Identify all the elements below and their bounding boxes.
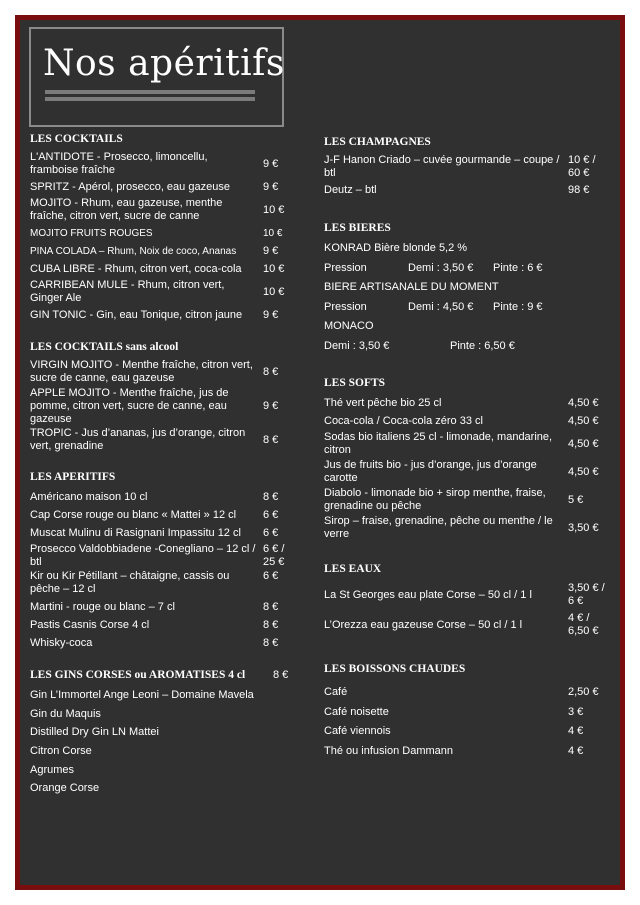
- beer-pinte-price: Pinte : 9 €: [493, 300, 543, 313]
- item-name: Jus de fruits bio - jus d’orange, jus d’orange carotte: [324, 459, 537, 484]
- item-name: APPLE MOJITO - Menthe fraîche, jus de pomme, citron vert, sucre de canne, eau gazeuse: [30, 386, 229, 425]
- item-price: 5 €: [568, 493, 584, 506]
- list-item: Citron Corse: [30, 744, 92, 757]
- item-name: Coca-cola / Coca-cola zéro 33 cl: [324, 414, 483, 427]
- menu-item: [324, 181, 609, 199]
- item-price: 4 € / 6,50 €: [568, 612, 599, 637]
- menu-item: [30, 542, 302, 570]
- beer-prices: [324, 337, 609, 357]
- item-name: Cap Corse rouge ou blanc « Mattei » 12 cl: [30, 508, 237, 521]
- beer-pinte-price: Pinte : 6,50 €: [450, 339, 515, 352]
- item-name: SPRITZ - Apérol, prosecco, eau gazeuse: [30, 180, 230, 193]
- beer-pinte-price: Pinte : 6 €: [493, 261, 543, 274]
- menu-item: [324, 742, 609, 762]
- item-name: L'ANTIDOTE - Prosecco, limoncellu, framboise fraîche: [30, 151, 208, 176]
- item-price: 9 €: [263, 399, 279, 412]
- item-price: 4,50 €: [568, 396, 599, 409]
- menu-item: [30, 386, 302, 426]
- item-price: 4,50 €: [568, 465, 599, 478]
- section-heading: LES EAUX: [324, 563, 382, 575]
- item-price: 6 €: [263, 526, 279, 539]
- item-name: Sirop – fraise, grenadine, pêche ou menthe / le verre: [324, 515, 553, 540]
- item-name: PINA COLADA – Rhum, Noix de coco, Ananas: [30, 245, 237, 257]
- menu-item: [30, 616, 302, 634]
- menu-item: [324, 412, 609, 430]
- menu-item: [30, 570, 302, 598]
- item-price: 3,50 €: [568, 521, 599, 534]
- item-price: 8 €: [273, 669, 289, 681]
- item-price: 4,50 €: [568, 414, 599, 427]
- menu-item: [30, 426, 302, 454]
- beer-name: KONRAD Bière blonde 5,2 %: [324, 242, 468, 255]
- section-gins: [30, 668, 302, 798]
- item-name: Kir ou Kir Pétillant – châtaigne, cassis ou pêche – 12 cl: [30, 570, 230, 595]
- item-name: Café: [324, 686, 348, 699]
- left-column: [30, 132, 302, 814]
- item-name: Martini - rouge ou blanc – 7 cl: [30, 600, 175, 613]
- item-price: 9 €: [263, 180, 279, 193]
- item-price: 9 €: [263, 157, 279, 170]
- menu-item: [30, 358, 302, 386]
- section-softs: [324, 376, 609, 542]
- section-heading: LES BOISSONS CHAUDES: [324, 663, 466, 675]
- menu-item: [30, 524, 302, 542]
- list-item: Gin L’Immortel Ange Leoni – Domaine Mavela: [30, 688, 254, 701]
- item-name: CUBA LIBRE - Rhum, citron vert, coca-cola: [30, 262, 242, 275]
- menu-item: [30, 260, 302, 278]
- item-name: GIN TONIC - Gin, eau Tonique, citron jaune: [30, 308, 243, 321]
- item-price: 10 €: [263, 262, 285, 275]
- item-name: Sodas bio italiens 25 cl - limonade, mandarine, citron: [324, 431, 553, 456]
- item-price: 8 €: [263, 365, 279, 378]
- item-price: 8 €: [263, 636, 279, 649]
- section-aperitifs: [30, 470, 302, 652]
- beer-prices: [324, 298, 609, 318]
- item-name: VIRGIN MOJITO - Menthe fraîche, citron vert, sucre de canne, eau gazeuse: [30, 359, 253, 384]
- menu-item: [324, 486, 609, 514]
- beer-name: BIERE ARTISANALE DU MOMENT: [324, 281, 499, 294]
- item-name: MOJITO FRUITS ROUGES: [30, 227, 153, 239]
- item-price: 3 €: [568, 705, 584, 718]
- item-name: Pastis Casnis Corse 4 cl: [30, 618, 150, 631]
- item-price: 98 €: [568, 183, 590, 196]
- item-name: Américano maison 10 cl: [30, 490, 148, 503]
- item-name: La St Georges eau plate Corse – 50 cl / 1 l: [324, 588, 532, 601]
- item-price: 9 €: [263, 244, 279, 257]
- item-name: Thé ou infusion Dammann: [324, 744, 454, 757]
- item-name: Café viennois: [324, 725, 391, 738]
- item-name: J-F Hanon Criado – cuvée gourmande – coupe / btl: [324, 154, 560, 179]
- list-item: Distilled Dry Gin LN Mattei: [30, 726, 159, 739]
- menu-item: [30, 242, 302, 260]
- item-price: 3,50 € / 6 €: [568, 582, 605, 607]
- section-heading: LES CHAMPAGNES: [324, 136, 431, 148]
- beer-serve-label: Pression: [324, 300, 367, 313]
- item-price: 10 €: [263, 285, 285, 298]
- item-price: 6 € / 25 €: [263, 543, 285, 568]
- menu-item: [30, 506, 302, 524]
- menu-item: [30, 634, 302, 652]
- menu-item: [30, 598, 302, 616]
- menu-item: [324, 458, 609, 486]
- item-name: Muscat Mulinu di Rasignani Impassitu 12 cl: [30, 526, 241, 539]
- item-name: L’Orezza eau gazeuse Corse – 50 cl / 1 l: [324, 618, 523, 631]
- section-champagnes: [324, 135, 609, 199]
- item-price: 6 €: [263, 570, 279, 582]
- item-name: Whisky-coca: [30, 636, 93, 649]
- item-price: 8 €: [263, 618, 279, 631]
- item-price: 2,50 €: [568, 686, 599, 699]
- menu-item: [30, 150, 302, 178]
- page-title: Nos apéritifs: [43, 43, 285, 84]
- title-underline: [45, 90, 255, 94]
- menu-item: [324, 580, 609, 610]
- item-price: 4 €: [568, 744, 584, 757]
- list-item: Orange Corse: [30, 782, 100, 795]
- item-name: Café noisette: [324, 705, 389, 718]
- menu-item: [324, 610, 609, 640]
- section-cocktails: [30, 132, 302, 324]
- beer-prices: [324, 259, 609, 279]
- beer-name: MONACO: [324, 320, 374, 333]
- menu-item: [30, 306, 302, 324]
- section-bieres: [324, 221, 609, 356]
- list-item: Agrumes: [30, 763, 75, 776]
- item-price: 8 €: [263, 433, 279, 446]
- menu-item: [30, 488, 302, 506]
- item-price: 6 €: [263, 508, 279, 521]
- section-cocktails-sans-alcool: [30, 340, 302, 454]
- menu-item: [30, 224, 302, 242]
- menu-page: [15, 15, 625, 890]
- beer-demi-price: Demi : 3,50 €: [324, 339, 390, 352]
- right-column: [324, 135, 609, 777]
- title-frame: [29, 27, 284, 127]
- item-name: TROPIC - Jus d’ananas, jus d’orange, citron vert, grenadine: [30, 427, 246, 452]
- menu-item: [324, 683, 609, 703]
- item-name: Deutz – btl: [324, 183, 377, 196]
- section-heading-label: LES GINS CORSES ou AROMATISES 4 cl: [30, 669, 246, 681]
- menu-item: [324, 514, 609, 542]
- item-name: Diabolo - limonade bio + sirop menthe, fraise, grenadine ou pêche: [324, 487, 546, 512]
- menu-item: [30, 278, 302, 306]
- beer-demi-price: Demi : 4,50 €: [408, 300, 474, 313]
- item-price: 4 €: [568, 725, 584, 738]
- menu-item: [324, 722, 609, 742]
- item-name: MOJITO - Rhum, eau gazeuse, menthe fraîche, citron vert, sucre de canne: [30, 197, 223, 222]
- section-eaux: [324, 562, 609, 640]
- item-price: 10 €: [263, 203, 285, 216]
- beer-serve-label: Pression: [324, 261, 367, 274]
- menu-item: [324, 430, 609, 458]
- menu-item: [324, 394, 609, 412]
- item-price: 4,50 €: [568, 437, 599, 450]
- item-price: 9 €: [263, 308, 279, 321]
- menu-item: [30, 178, 302, 196]
- menu-item: [324, 153, 609, 181]
- section-heading: LES BIERES: [324, 222, 391, 234]
- item-name: CARRIBEAN MULE - Rhum, citron vert, Ginger Ale: [30, 279, 225, 304]
- item-price: 10 €: [263, 227, 283, 239]
- section-heading: LES APERITIFS: [30, 471, 116, 483]
- item-name: Thé vert pêche bio 25 cl: [324, 396, 442, 409]
- item-price: 8 €: [263, 600, 279, 613]
- beer-demi-price: Demi : 3,50 €: [408, 261, 474, 274]
- section-heading: LES COCKTAILS sans alcool: [30, 341, 179, 353]
- item-price: 8 €: [263, 490, 279, 503]
- title-underline: [45, 97, 255, 101]
- section-heading: [30, 668, 302, 683]
- section-boissons-chaudes: [324, 662, 609, 761]
- menu-item: [324, 703, 609, 723]
- section-heading: LES COCKTAILS: [30, 133, 123, 145]
- item-name: Prosecco Valdobbiadene -Conegliano – 12 cl / btl: [30, 543, 256, 568]
- menu-item: [30, 196, 302, 224]
- list-item: Gin du Maquis: [30, 707, 101, 720]
- item-price: 10 € / 60 €: [568, 154, 596, 179]
- section-heading: LES SOFTS: [324, 377, 386, 389]
